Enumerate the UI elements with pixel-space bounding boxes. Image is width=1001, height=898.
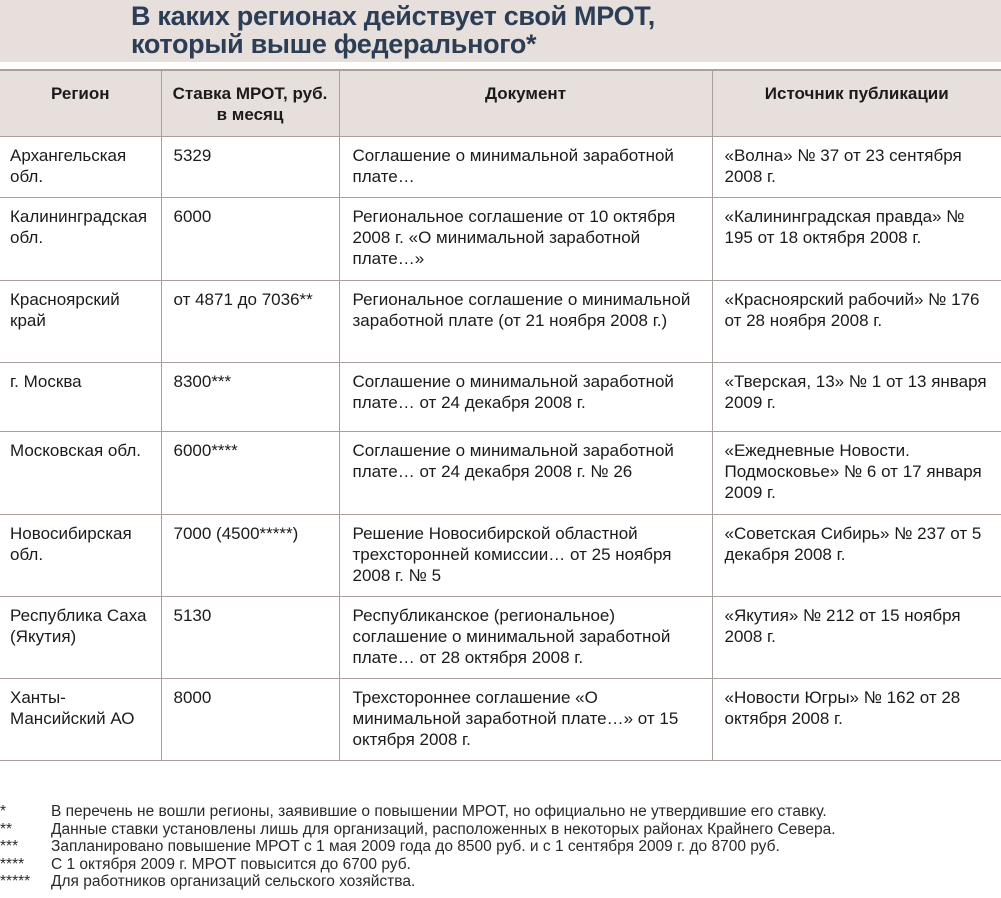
footnotes (0, 803, 1001, 891)
cell-region: Ханты-Мансийский АО (0, 678, 161, 760)
cell-source: «Волна» № 37 от 23 сентября 2008 г. (712, 136, 1001, 197)
footnote-mark: **** (0, 855, 25, 873)
page-title-line-1: В каких регионах действует свой МРОТ, (131, 1, 655, 31)
cell-source: «Тверская, 13» № 1 от 13 января 2009 г. (712, 362, 1001, 431)
cell-rate: 6000 (161, 197, 339, 280)
cell-region: Республика Саха (Якутия) (0, 596, 161, 678)
cell-region: Новосибирская обл. (0, 514, 161, 596)
footnote-mark: * (0, 803, 7, 820)
cell-document: Решение Новосибирской областной трехсторонней комиссии… от 25 ноября 2008 г. № 5 (339, 514, 712, 596)
footnote (0, 873, 1001, 891)
cell-document: Трехстороннее соглашение «О минимальной заработной плате…» от 15 октября 2008 г. (339, 678, 712, 760)
cell-document: Соглашение о минимальной заработной плате… от 24 декабря 2008 г. (339, 362, 712, 431)
column-header-source: Источник публикации (712, 70, 1001, 136)
table-header-row (0, 70, 1001, 136)
footnote (0, 803, 1001, 821)
table-row (0, 362, 1001, 431)
footnote-text: В перечень не вошли регионы, заявившие о повышении МРОТ, но официально не утвердившие его ставку. (51, 803, 827, 820)
table-row (0, 431, 1001, 514)
cell-region: Красноярский край (0, 280, 161, 362)
footnote (0, 838, 1001, 856)
cell-rate: 5329 (161, 136, 339, 197)
cell-source: «Якутия» № 212 от 15 ноября 2008 г. (712, 596, 1001, 678)
cell-region: Архангельская обл. (0, 136, 161, 197)
footnote-text: Для работников организаций сельского хозяйства. (51, 873, 416, 890)
cell-region: Московская обл. (0, 431, 161, 514)
footnote-mark: *** (0, 838, 19, 855)
footnote-mark: ***** (0, 873, 31, 890)
page-title (131, 2, 655, 58)
column-header-region: Регион (0, 70, 161, 136)
footnote (0, 821, 1001, 839)
cell-document: Соглашение о минимальной заработной плате… от 24 декабря 2008 г. № 26 (339, 431, 712, 514)
column-header-rate: Ставка МРОТ, руб. в месяц (161, 70, 339, 136)
table-row (0, 678, 1001, 760)
table-row (0, 280, 1001, 362)
cell-document: Региональное соглашение о минимальной заработной плате (от 21 ноября 2008 г.) (339, 280, 712, 362)
footnote-text: Запланировано повышение МРОТ с 1 мая 2009 года до 8500 руб. и с 1 сентября 2009 г. до 8700 руб. (51, 838, 780, 855)
cell-region: Калининградская обл. (0, 197, 161, 280)
cell-rate: 8000 (161, 678, 339, 760)
cell-source: «Ежедневные Новости. Подмосковье» № 6 от 17 января 2009 г. (712, 431, 1001, 514)
cell-source: «Калининградская правда» № 195 от 18 октября 2008 г. (712, 197, 1001, 280)
column-header-document: Документ (339, 70, 712, 136)
cell-document: Соглашение о минимальной заработной плате… (339, 136, 712, 197)
cell-source: «Красноярский рабочий» № 176 от 28 ноября 2008 г. (712, 280, 1001, 362)
table-row (0, 136, 1001, 197)
cell-source: «Советская Сибирь» № 237 от 5 декабря 2008 г. (712, 514, 1001, 596)
cell-rate: 8300*** (161, 362, 339, 431)
footnote-text: Данные ставки установлены лишь для организаций, расположенных в некоторых районах Крайнего Севера. (51, 820, 836, 838)
cell-rate: 6000**** (161, 431, 339, 514)
cell-source: «Новости Югры» № 162 от 28 октября 2008 г. (712, 678, 1001, 760)
cell-region: г. Москва (0, 362, 161, 431)
table-row (0, 596, 1001, 678)
cell-document: Региональное соглашение от 10 октября 2008 г. «О минимальной заработной плате…» (339, 197, 712, 280)
footnote-mark: ** (0, 820, 13, 838)
table-row (0, 514, 1001, 596)
cell-rate: 7000 (4500*****) (161, 514, 339, 596)
cell-document: Республиканское (региональное) соглашение о минимальной заработной плате… от 28 октября 2008 г. (339, 596, 712, 678)
page-title-line-2: который выше федерального* (131, 29, 537, 59)
table-row (0, 197, 1001, 280)
cell-rate: 5130 (161, 596, 339, 678)
footnote (0, 856, 1001, 874)
mrot-table (0, 69, 1001, 761)
cell-rate: от 4871 до 7036** (161, 280, 339, 362)
footnote-text: С 1 октября 2009 г. МРОТ повысится до 6700 руб. (51, 855, 411, 873)
